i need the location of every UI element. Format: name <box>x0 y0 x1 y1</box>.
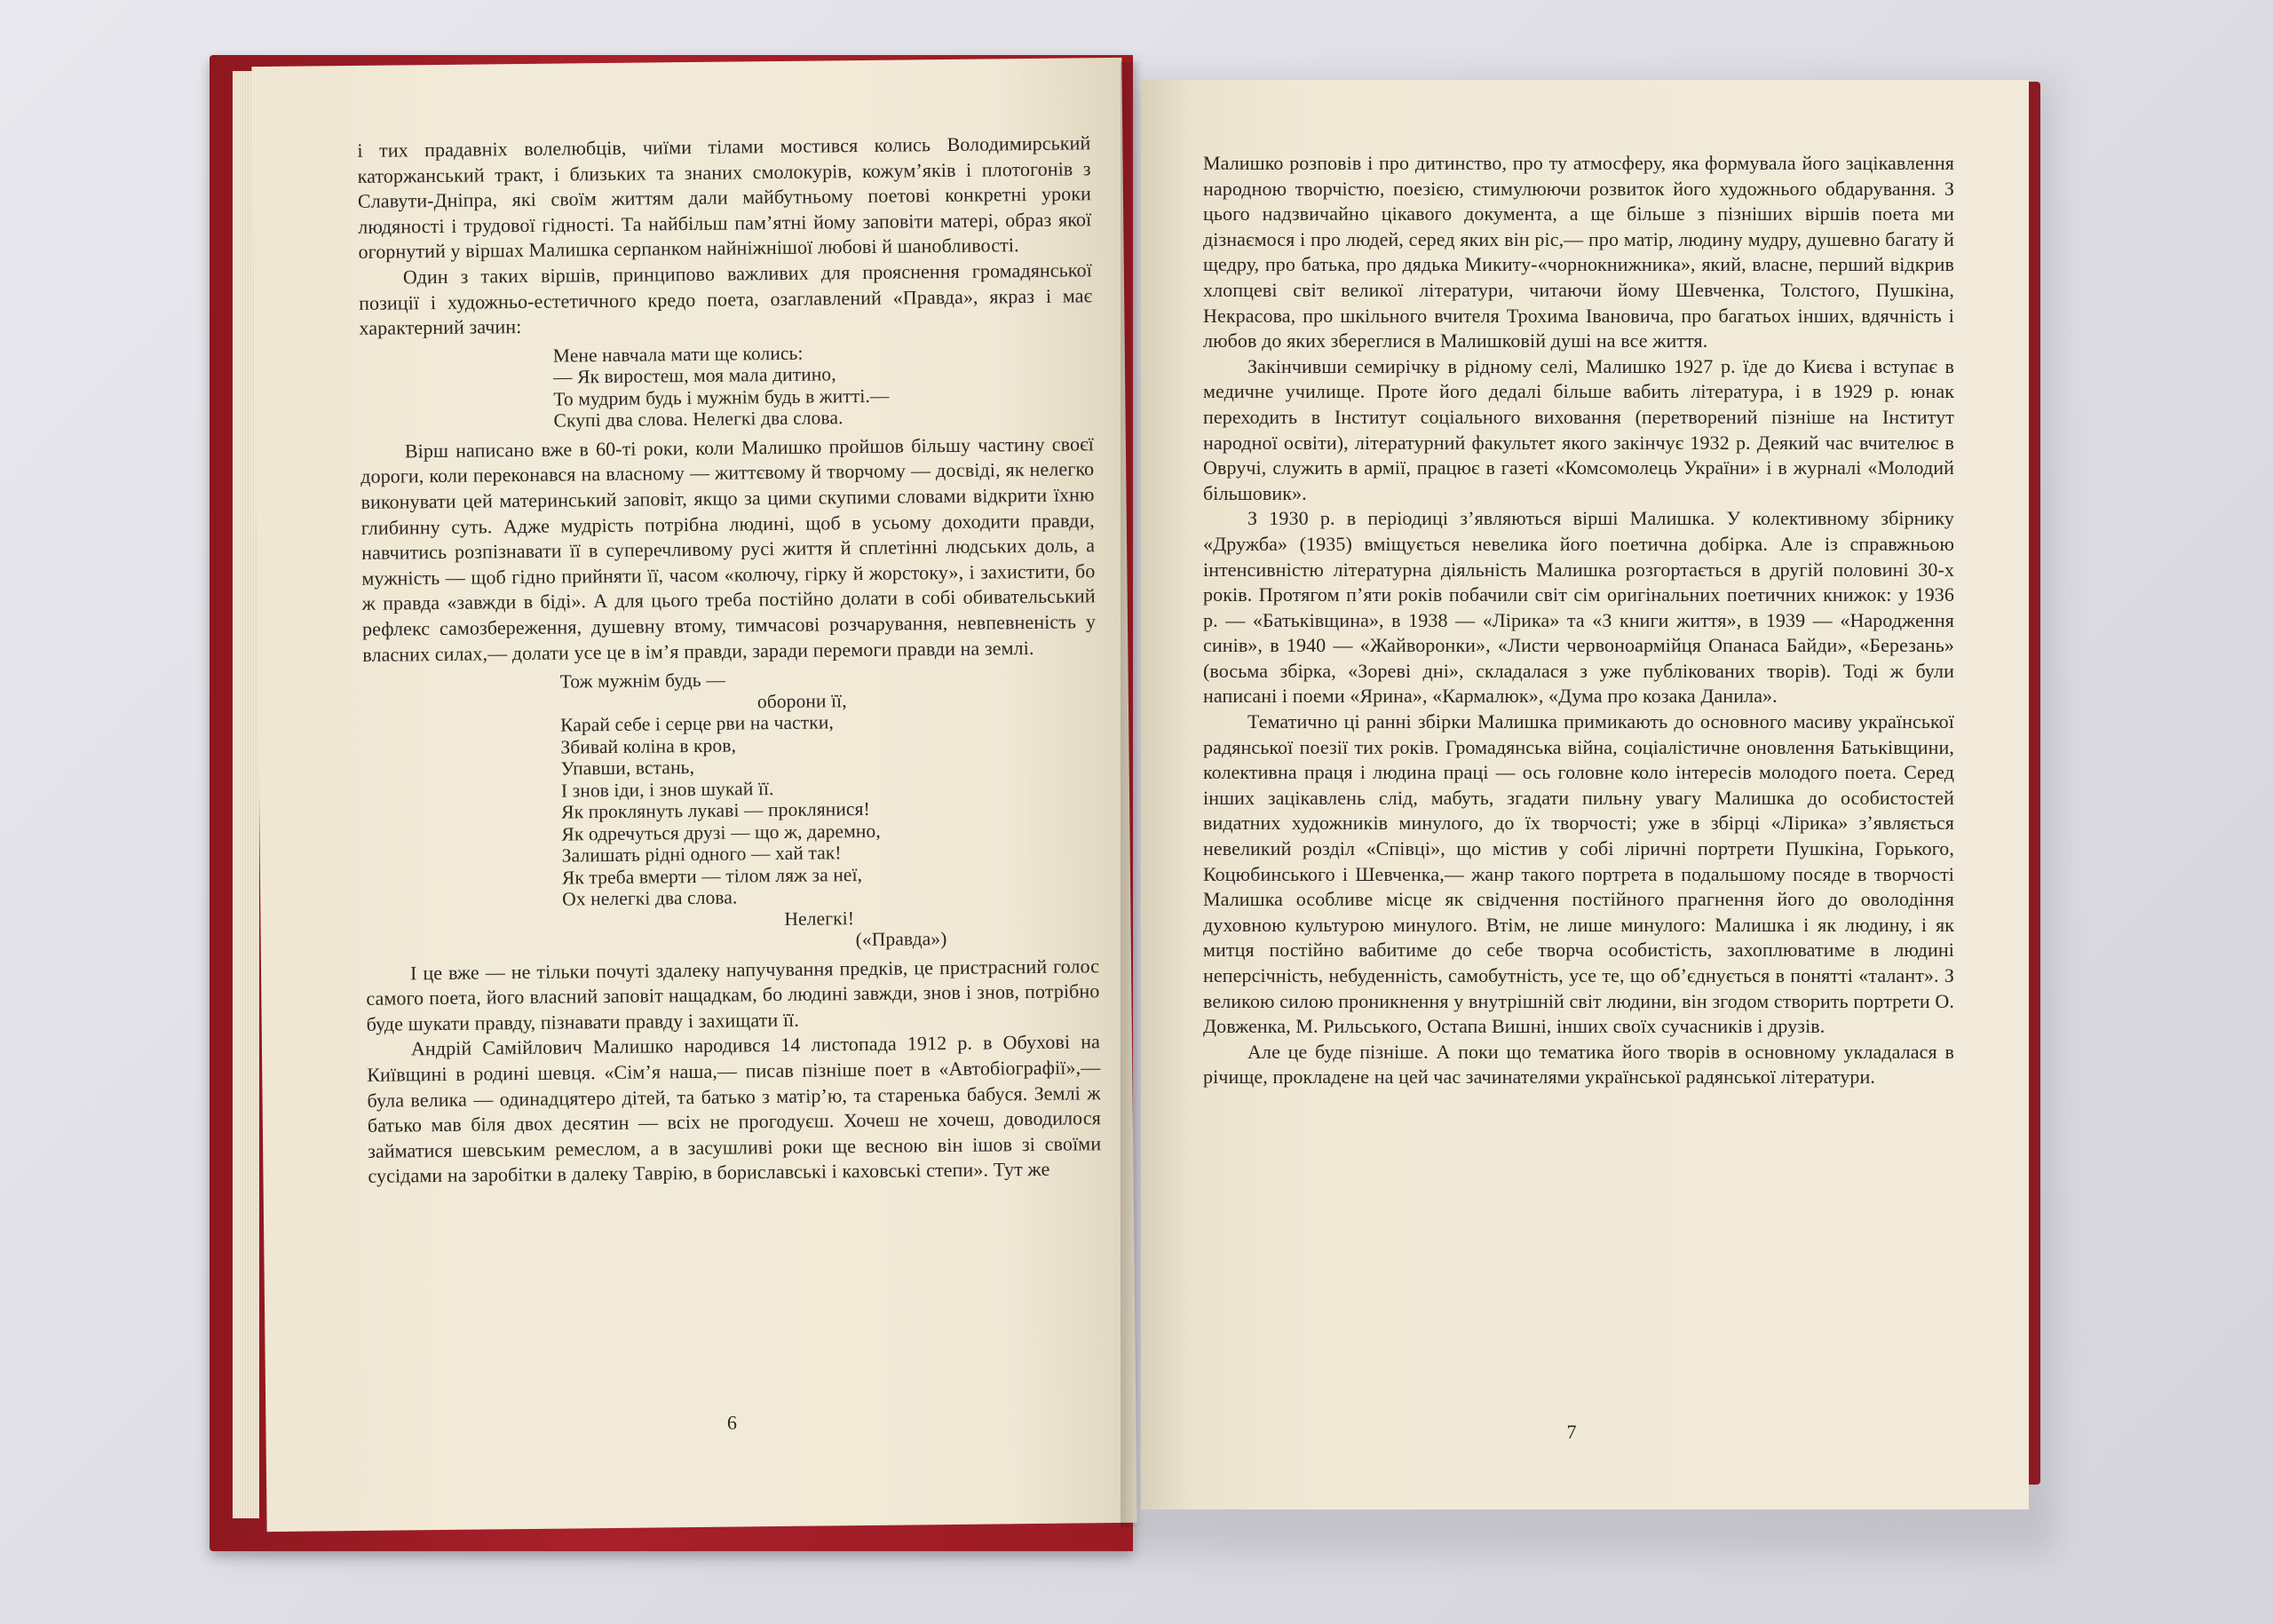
verse-line: оборони її, <box>756 689 847 712</box>
paragraph: Один з таких віршів, принципово важливих для прояснення громадянської позиції і художньо-естетичного кредо поета, озаглавлений «Правда», якраз і має характерний зачин: <box>359 258 1093 340</box>
paragraph: Але це буде пізніше. А поки що тематика його творів в основному укладалася в річище, прокладене на цей час зачинателями української радянської літератури. <box>1203 1040 1954 1089</box>
paragraph: Тематично ці ранні збірки Малишка примикають до основного масиву української радянської поезії тих років. Громадянська війна, соціалістичне оновлення Батьківщини, колективна праця і людина праці — ось головне коло інтересів молодого поета. Серед інших зацікавлень слід, мабуть, згадати пильну увагу Малишка до особистостей видатних художників минулого, до їх творчості; уже в збірці «Лірика» з’являється невеликий розділ «Співці», що містив у собі ліричні портрети Пушкіна, Горького, Коцюбинського і Шевченка,— жанр такого портрета в подальшому посяде в творчості Малишка особливе місце як свідчення постійного прагнення його до оволодіння духовною культурою минулого. Втім, не лише минулого: Малишка і як людину, і як митця постійно вабитиме до себе творча особистість, захоплюватиме в людині неперсічність, небуденність, самобутність, усе те, що об’єднується в понятті «талант». З великою силою проникнення у внутрішній світ людини, він згодом створить портрети О. Довженка, М. Рильського, Остапа Вишні, інших своїх сучасників і друзів. <box>1203 710 1954 1038</box>
verse-line: Упавши, встань, <box>560 757 695 780</box>
left-page <box>251 58 1136 1532</box>
verse-line: — Як виростеш, моя мала дитино, <box>552 363 836 388</box>
right-page-text <box>1203 151 1954 1090</box>
verse-line: Тож мужнім будь — <box>559 669 725 693</box>
verse-line: Карай себе і серце рви на частки, <box>560 711 834 736</box>
verse-line: І знов іди, і знов шукай її. <box>560 777 774 802</box>
paragraph: Малишко розповів і про дитинство, про ту атмосферу, яка формувала його зацікавлення народною творчістю, поезією, стимулюючи розвиток його художнього обдарування. З цього надзвичайно цікавого документа, а ще більше з пізніших віршів поета ми дізнаємося і про людей, серед яких він ріс,— про матір, людину мудру, душевно багату й щедру, про батька, про дядька Микиту-«чорнокнижника», який, власне, перший відкрив хлопцеві світ великої літератури, читаючи йому Шевченка, Толстого, Пушкіна, Некрасова, про шкільного вчителя Трохима Івановича, про багатьох інших, вдячність і любов до яких збереглися в Малишковій душі на все життя. <box>1203 152 1954 353</box>
right-page <box>1141 80 2029 1509</box>
left-page-text <box>357 131 1101 1190</box>
paragraph: З 1930 р. в періодиці з’являються вірші Малишка. У колективному збірнику «Дружба» (1935) вміщується невелика його поетична добірка. Але із справжньою інтенсивністю літературна діяльність Малишка розгортається в другій половині 30-х років. Протягом п’яти років побачили світ сім оригінальних поетичних книжок: у 1936 р. — «Батьківщина», в 1938 — «Лірика» та «З книги життя», в 1939 — «Народження синів», в 1940 — «Жайворонки», «Листи червоноармійця Опанаса Байди», «Березань» (восьма збірка, «Зореві дні», складалася з уже публікованих творів). Тоді ж були написані і поеми «Ярина», «Кармалюк», «Дума про козака Данила». <box>1203 507 1954 708</box>
page-number: 7 <box>1566 1421 1577 1443</box>
verse-quote <box>360 339 1094 434</box>
paragraph: і тих прадавніх волелюбців, чиїми тілами мостився колись Володимирський каторжанський тракт, і близьких та знаних смолокурів, кожум’яків і плотогонів з Славути-Дніпра, які своїм життям дали майбутньому поетові конкретні уроки людяності і трудової гідності. Та найбільш пам’ятні йому заповіти матері, образ якої огорнутий у віршах Малишка серпанком найніжнішої любові й шанобливості. <box>357 131 1092 264</box>
verse-line: Скупі два слова. Нелегкі два слова. <box>553 407 843 432</box>
verse-line: Як проклянуть лукаві — проклянися! <box>561 798 870 823</box>
paragraph: Вірш написано вже в 60-ті роки, коли Малишко пройшов більшу частину своєї дороги, коли переконався на власному — життєвому й творчому — досвіді, як нелегко виконувати цей материнський заповіт, якщо за цими скупими словами відкрити їхню глибинну суть. Адже мудрість потрібна людині, щоб в усьому доходити правди, навчитись розпізнавати її в суперечливому русі життя й сплетінні людських доль, а мужність — щоб гідно прийняти її, часом «колючу, гірку й жорстоку», і захистити, бо ж правда «завжди в біді». А для цього треба постійно долати в собі обивательський рефлекс самозбереження, душевну втому, тимчасові розчарування, невпевненість у власних силах,— долати усе це в ім’я правди, заради перемоги правди на землі. <box>360 432 1097 666</box>
page-number: 6 <box>726 1411 738 1434</box>
paragraph: І це вже — не тільки почуті здалеку напучування предків, це пристрасний голос самого поета, його власний заповіт нащадкам, бо людині завжди, знов і знов, потрібно буде шукати правду, пізнавати правду і захищати її. <box>366 954 1100 1035</box>
verse-source: («Правда») <box>855 928 947 951</box>
verse-line: Мене навчала мати ще колись: <box>552 342 804 367</box>
verse-line: Залишать рідні одного — хай так! <box>561 842 842 867</box>
verse-line: Збивай коліна в кров, <box>560 734 737 758</box>
verse-line: Як одречуться друзі — що ж, даремно, <box>561 820 881 845</box>
verse-line: Як треба вмерти — тілом ляж за неї, <box>561 863 863 889</box>
paragraph: Закінчивши семирічку в рідному селі, Малишко 1927 р. їде до Києва і вступає в медичне училище. Проте його дедалі більше вабить література, і в 1929 р. юнак переходить в Інститут соціального виховання (перетворений пізніше на Інститут народної освіти), літературний факультет якого закінчує 1932 р. Деякий час вчителює в Овручі, служить в армії, працює в газеті «Комсомолець України» і в журналі «Молодий більшовик». <box>1203 354 1954 504</box>
verse-line: Ох нелегкі два слова. <box>562 886 738 910</box>
verse-line: Нелегкі! <box>784 907 855 930</box>
verse-line: То мудрим будь і мужнім будь в житті.— <box>553 384 890 410</box>
verse-quote <box>363 665 1099 955</box>
paragraph: Андрій Самійлович Малишко народився 14 листопада 1912 р. в Обухові на Київщині в родині шевця. «Сім’я наша,— писав пізніше поет в «Автобіографії»,— була велика — одинадцятеро дітей, та батько з матір’ю, та старенька бабуся. Землі ж батько мав біля двох десятин — всіх не прогодуєш. Хочеш не хочеш, доводилося займатися шевським ремеслом, а в засушливі роки ще весною він ішов зі своїми сусідами на заробітки в далеку Таврію, в бориславські і каховські степи». Тут же <box>367 1030 1102 1188</box>
